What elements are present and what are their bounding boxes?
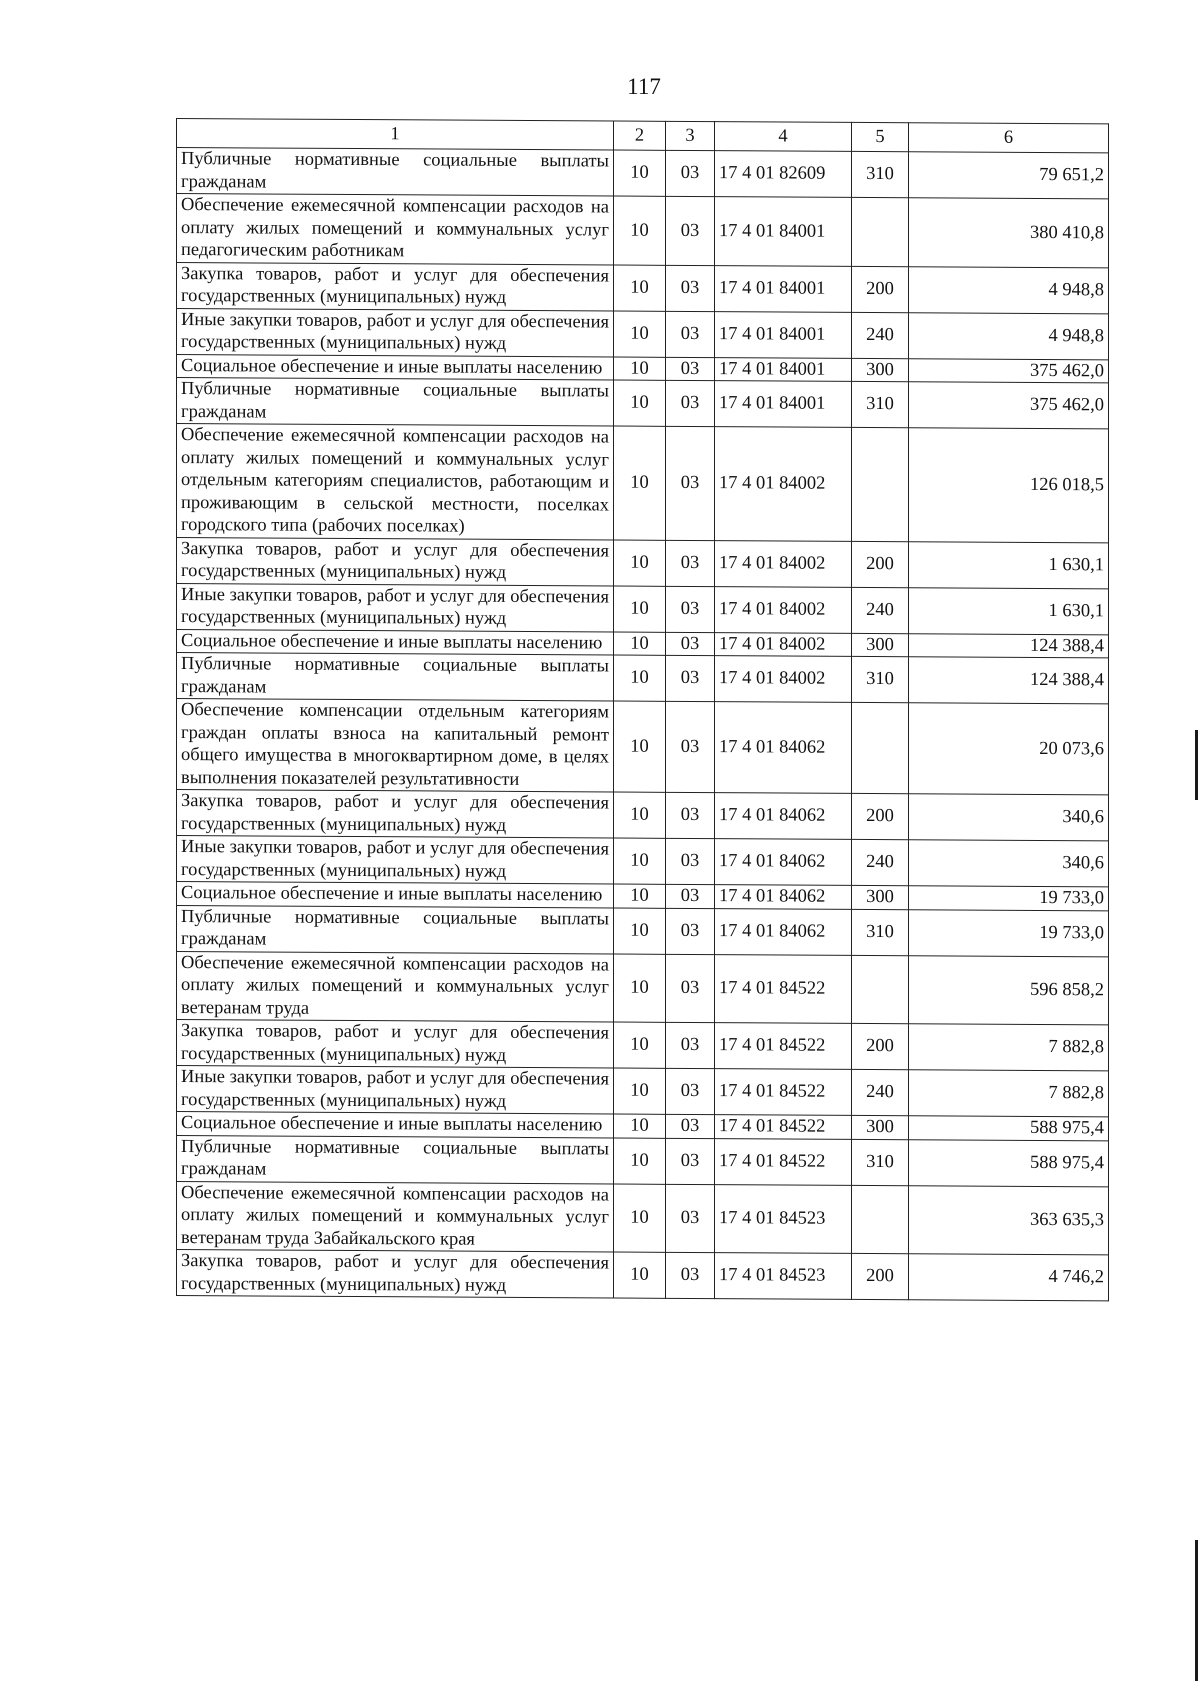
section-cell: 10 [614,196,666,265]
section-cell: 10 [614,426,666,540]
expense-type-cell: 310 [852,1139,909,1185]
section-cell: 10 [614,954,666,1023]
subsection-cell: 03 [666,838,715,884]
target-article-cell: 17 4 01 84001 [715,265,852,312]
amount-cell: 4 948,8 [909,312,1109,359]
table-row [177,148,1109,199]
amount-cell: 19 733,0 [909,886,1109,911]
row-name-cell: Публичные нормативные социальные выплаты гражданам [177,653,614,702]
subsection-cell: 03 [666,586,715,632]
expense-type-cell: 200 [852,1253,909,1299]
section-cell: 10 [614,1068,666,1114]
row-name-cell: Социальное обеспечение и иные выплаты населению [177,882,614,908]
subsection-cell: 03 [666,426,715,540]
table-row [177,951,1109,1025]
amount-cell: 124 388,4 [909,633,1109,658]
amount-cell: 380 410,8 [909,198,1109,268]
amount-cell: 20 073,6 [909,703,1109,795]
expense-type-cell: 300 [852,358,909,382]
table-row [177,308,1109,359]
target-article-cell: 17 4 01 84001 [715,357,852,381]
table-row [177,790,1109,841]
section-cell: 10 [614,540,666,586]
subsection-cell: 03 [666,150,715,196]
table-row [177,194,1109,268]
page-number: 117 [627,74,661,99]
expense-type-cell [852,702,909,793]
target-article-cell: 17 4 01 84002 [715,586,852,633]
subsection-cell: 03 [666,311,715,357]
column-header: 2 [614,121,666,150]
row-name-cell: Иные закупки товаров, работ и услуг для обеспечения государственных (муниципальных) нужд [177,1066,614,1115]
target-article-cell: 17 4 01 82609 [715,151,852,198]
section-cell: 10 [614,655,666,701]
expense-type-cell: 300 [852,633,909,657]
table-row [177,699,1109,795]
amount-cell: 19 733,0 [909,909,1109,956]
table-row [177,262,1109,313]
table-row [177,1066,1109,1117]
subsection-cell: 03 [666,1252,715,1298]
target-article-cell: 17 4 01 84523 [715,1184,852,1253]
target-article-cell: 17 4 01 84062 [715,885,852,909]
table-row [177,1135,1109,1186]
section-cell: 10 [614,1114,666,1138]
expense-type-cell: 200 [852,793,909,839]
column-header: 3 [666,121,715,150]
table-body [177,148,1109,1301]
amount-cell: 588 975,4 [909,1116,1109,1141]
target-article-cell: 17 4 01 84522 [715,1138,852,1185]
target-article-cell: 17 4 01 84062 [715,908,852,955]
target-article-cell: 17 4 01 84062 [715,793,852,840]
column-header: 6 [909,123,1109,153]
row-name-cell: Публичные нормативные социальные выплаты гражданам [177,378,614,427]
amount-cell: 79 651,2 [909,152,1109,199]
row-name-cell: Обеспечение ежемесячной компенсации расходов на оплату жилых помещений и коммунальных услуг педагогическим работникам [177,194,614,265]
section-cell: 10 [614,838,666,884]
section-cell: 10 [614,311,666,357]
target-article-cell: 17 4 01 84062 [715,839,852,886]
expense-type-cell [852,197,909,266]
expense-type-cell: 200 [852,1023,909,1069]
amount-cell: 126 018,5 [909,428,1109,543]
section-cell: 10 [614,1184,666,1253]
target-article-cell: 17 4 01 84002 [715,656,852,703]
table-row [177,583,1109,634]
row-name-cell: Публичные нормативные социальные выплаты гражданам [177,148,614,197]
expense-type-cell: 310 [852,151,909,197]
target-article-cell: 17 4 01 84522 [715,1115,852,1139]
section-cell: 10 [614,150,666,196]
section-cell: 10 [614,701,666,792]
subsection-cell: 03 [666,954,715,1023]
expense-type-cell: 310 [852,381,909,427]
subsection-cell: 03 [666,884,715,908]
row-name-cell: Иные закупки товаров, работ и услуг для обеспечения государственных (муниципальных) нужд [177,308,614,357]
subsection-cell: 03 [666,196,715,265]
expense-type-cell: 240 [852,839,909,885]
row-name-cell: Публичные нормативные социальные выплаты гражданам [177,905,614,954]
amount-cell: 588 975,4 [909,1139,1109,1186]
subsection-cell: 03 [666,701,715,792]
row-name-cell: Публичные нормативные социальные выплаты гражданам [177,1135,614,1184]
subsection-cell: 03 [666,792,715,838]
table-row [177,1020,1109,1071]
table-row [177,378,1109,429]
amount-cell: 375 462,0 [909,358,1109,383]
amount-cell: 4 746,2 [909,1254,1109,1301]
target-article-cell: 17 4 01 84522 [715,954,852,1023]
expense-type-cell [852,955,909,1024]
amount-cell: 1 630,1 [909,541,1109,588]
table-row [177,653,1109,704]
amount-cell: 124 388,4 [909,657,1109,704]
expense-type-cell [852,427,909,541]
amount-cell: 375 462,0 [909,382,1109,429]
target-article-cell: 17 4 01 84062 [715,702,852,794]
row-name-cell: Обеспечение ежемесячной компенсации расходов на оплату жилых помещений и коммунальных услуг ветеранам труда [177,951,614,1022]
target-article-cell: 17 4 01 84001 [715,381,852,428]
row-name-cell: Обеспечение ежемесячной компенсации расходов на оплату жилых помещений и коммунальных услуг отдельным категориям специалистов, работающим и проживающим в сельской местности, поселках городского типа (рабочих поселках) [177,424,614,540]
subsection-cell: 03 [666,1114,715,1138]
row-name-cell: Социальное обеспечение и иные выплаты населению [177,1112,614,1138]
section-cell: 10 [614,792,666,838]
row-name-cell: Обеспечение компенсации отдельным категориям граждан оплаты взноса на капитальный ремонт общего имущества в многоквартирном доме, в целях выполнения показателей результативности [177,699,614,793]
table-row [177,537,1109,588]
row-name-cell: Иные закупки товаров, работ и услуг для обеспечения государственных (муниципальных) нужд [177,583,614,632]
table-row [177,1181,1109,1255]
expense-type-cell [852,1185,909,1254]
row-name-cell: Закупка товаров, работ и услуг для обеспечения государственных (муниципальных) нужд [177,1250,614,1299]
table-row [177,424,1109,543]
scan-edge-mark [1195,1540,1198,1681]
section-cell: 10 [614,357,666,381]
column-header: 1 [177,119,614,151]
section-cell: 10 [614,632,666,656]
subsection-cell: 03 [666,357,715,381]
expense-type-cell: 240 [852,312,909,358]
target-article-cell: 17 4 01 84002 [715,427,852,541]
subsection-cell: 03 [666,1138,715,1184]
row-name-cell: Закупка товаров, работ и услуг для обеспечения государственных (муниципальных) нужд [177,1020,614,1069]
section-cell: 10 [614,908,666,954]
row-name-cell: Обеспечение ежемесячной компенсации расходов на оплату жилых помещений и коммунальных услуг ветеранам труда Забайкальского края [177,1181,614,1252]
amount-cell: 4 948,8 [909,266,1109,313]
expense-type-cell: 310 [852,656,909,702]
target-article-cell: 17 4 01 84002 [715,632,852,656]
table-row [177,836,1109,887]
row-name-cell: Закупка товаров, работ и услуг для обеспечения государственных (муниципальных) нужд [177,262,614,311]
amount-cell: 7 882,8 [909,1070,1109,1117]
row-name-cell: Иные закупки товаров, работ и услуг для обеспечения государственных (муниципальных) нужд [177,836,614,885]
table-row [177,1250,1109,1301]
section-cell: 10 [614,586,666,632]
expense-type-cell: 310 [852,909,909,955]
expense-type-cell: 240 [852,587,909,633]
budget-table [176,118,1109,1301]
subsection-cell: 03 [666,655,715,701]
subsection-cell: 03 [666,632,715,656]
amount-cell: 340,6 [909,840,1109,887]
expense-type-cell: 300 [852,1115,909,1139]
subsection-cell: 03 [666,1022,715,1068]
table-row [177,905,1109,956]
row-name-cell: Закупка товаров, работ и услуг для обеспечения государственных (муниципальных) нужд [177,790,614,839]
section-cell: 10 [614,884,666,908]
row-name-cell: Закупка товаров, работ и услуг для обеспечения государственных (муниципальных) нужд [177,537,614,586]
subsection-cell: 03 [666,908,715,954]
amount-cell: 7 882,8 [909,1024,1109,1071]
section-cell: 10 [614,265,666,311]
target-article-cell: 17 4 01 84522 [715,1069,852,1116]
amount-cell: 340,6 [909,794,1109,841]
row-name-cell: Социальное обеспечение и иные выплаты населению [177,354,614,380]
section-cell: 10 [614,1252,666,1298]
target-article-cell: 17 4 01 84002 [715,540,852,587]
subsection-cell: 03 [666,265,715,311]
target-article-cell: 17 4 01 84001 [715,197,852,266]
subsection-cell: 03 [666,1068,715,1114]
amount-cell: 596 858,2 [909,955,1109,1025]
expense-type-cell: 240 [852,1069,909,1115]
amount-cell: 363 635,3 [909,1185,1109,1255]
expense-type-cell: 200 [852,266,909,312]
row-name-cell: Социальное обеспечение и иные выплаты населению [177,629,614,655]
section-cell: 10 [614,1022,666,1068]
expense-type-cell: 300 [852,885,909,909]
target-article-cell: 17 4 01 84001 [715,311,852,358]
subsection-cell: 03 [666,1184,715,1253]
target-article-cell: 17 4 01 84522 [715,1023,852,1070]
target-article-cell: 17 4 01 84523 [715,1253,852,1300]
section-cell: 10 [614,380,666,426]
column-header: 5 [852,122,909,151]
subsection-cell: 03 [666,380,715,426]
column-header: 4 [715,122,852,152]
section-cell: 10 [614,1138,666,1184]
expense-type-cell: 200 [852,541,909,587]
subsection-cell: 03 [666,540,715,586]
scan-edge-mark [1195,730,1198,800]
amount-cell: 1 630,1 [909,587,1109,634]
